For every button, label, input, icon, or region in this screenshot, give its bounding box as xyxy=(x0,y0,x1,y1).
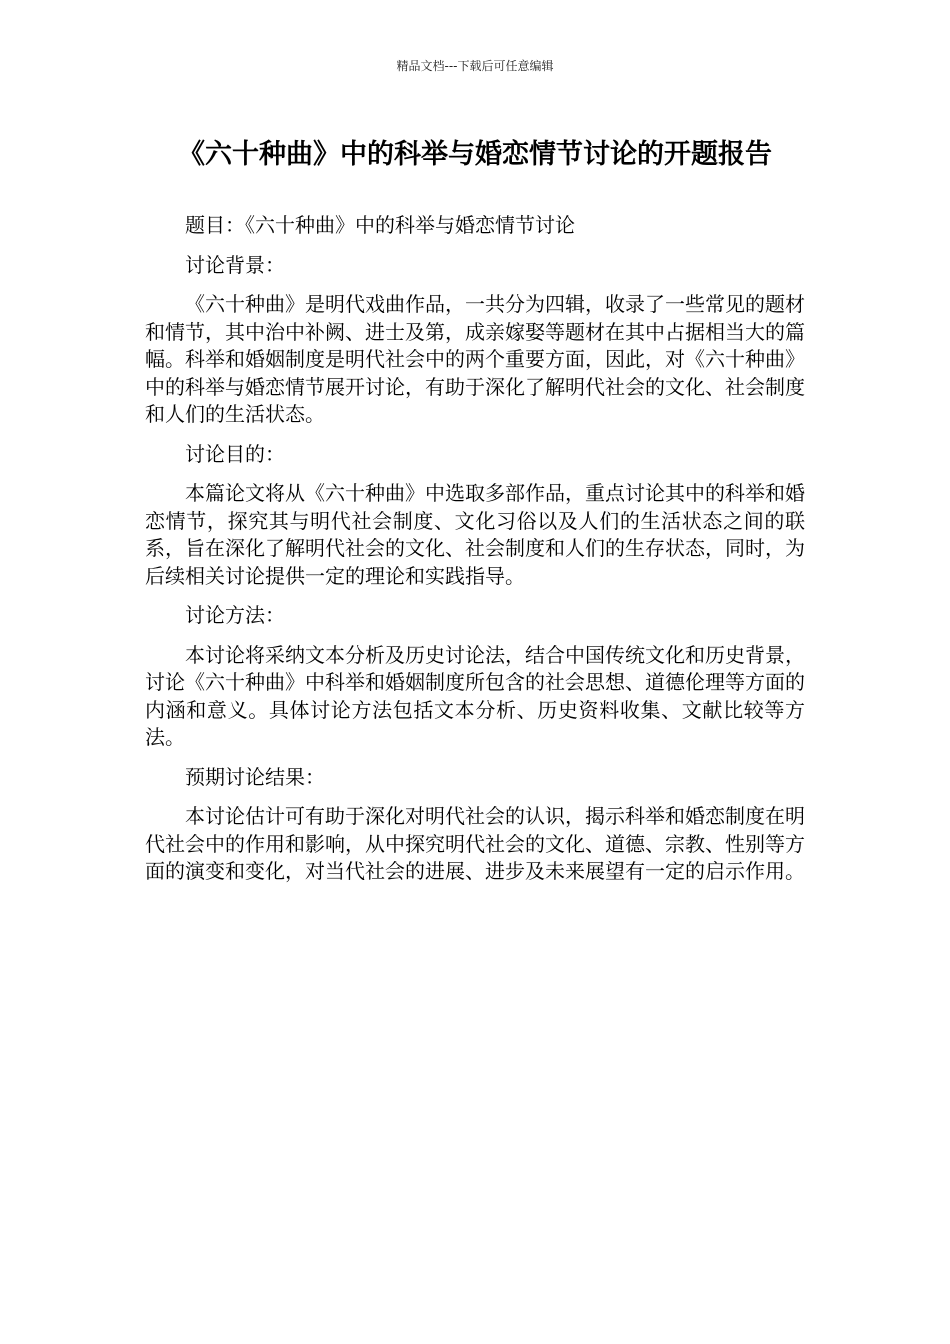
section-body-purpose: 本篇论文将从《六十种曲》中选取多部作品，重点讨论其中的科举和婚恋情节，探究其与明代社会制度、文化习俗以及人们的生活状态之间的联系，旨在深化了解明代社会的文化、社会制度和人们的生存状态，同时，为后续相关讨论提供一定的理论和实践指导。 xyxy=(145,481,805,588)
section-heading-background: 讨论背景： xyxy=(185,252,285,277)
section-heading-method: 讨论方法： xyxy=(185,603,285,627)
section-heading-expected-results: 预期讨论结果： xyxy=(185,764,325,789)
section-heading-purpose: 讨论目的： xyxy=(185,441,285,466)
section-body-method: 本讨论将采纳文本分析及历史讨论法，结合中国传统文化和历史背景，讨论《六十种曲》中科举和婚姻制度所包含的社会思想、道德伦理等方面的内涵和意义。具体讨论方法包括文本分析、历史资料收集、文献比较等方法。 xyxy=(145,642,805,749)
document-title: 《六十种曲》中的科举与婚恋情节讨论的开题报告 xyxy=(178,139,772,170)
topic-line: 题目：《六十种曲》中的科举与婚恋情节讨论 xyxy=(185,213,575,237)
page-header-watermark: 精品文档---下载后可任意编辑 xyxy=(396,59,554,73)
section-body-background: 《六十种曲》是明代戏曲作品，一共分为四辑，收录了一些常见的题材和情节，其中治中补阙、进士及第，成亲嫁娶等题材在其中占据相当大的篇幅。科举和婚姻制度是明代社会中的两个重要方面，因此，对《六十种曲》中的科举与婚恋情节展开讨论，有助于深化了解明代社会的文化、社会制度和人们的生活状态。 xyxy=(145,292,805,426)
section-body-expected-results: 本讨论估计可有助于深化对明代社会的认识，揭示科举和婚恋制度在明代社会中的作用和影响，从中探究明代社会的文化、道德、宗教、性别等方面的演变和变化，对当代社会的进展、进步及未来展望有一定的启示作用。 xyxy=(145,804,805,883)
document-body xyxy=(145,212,805,898)
